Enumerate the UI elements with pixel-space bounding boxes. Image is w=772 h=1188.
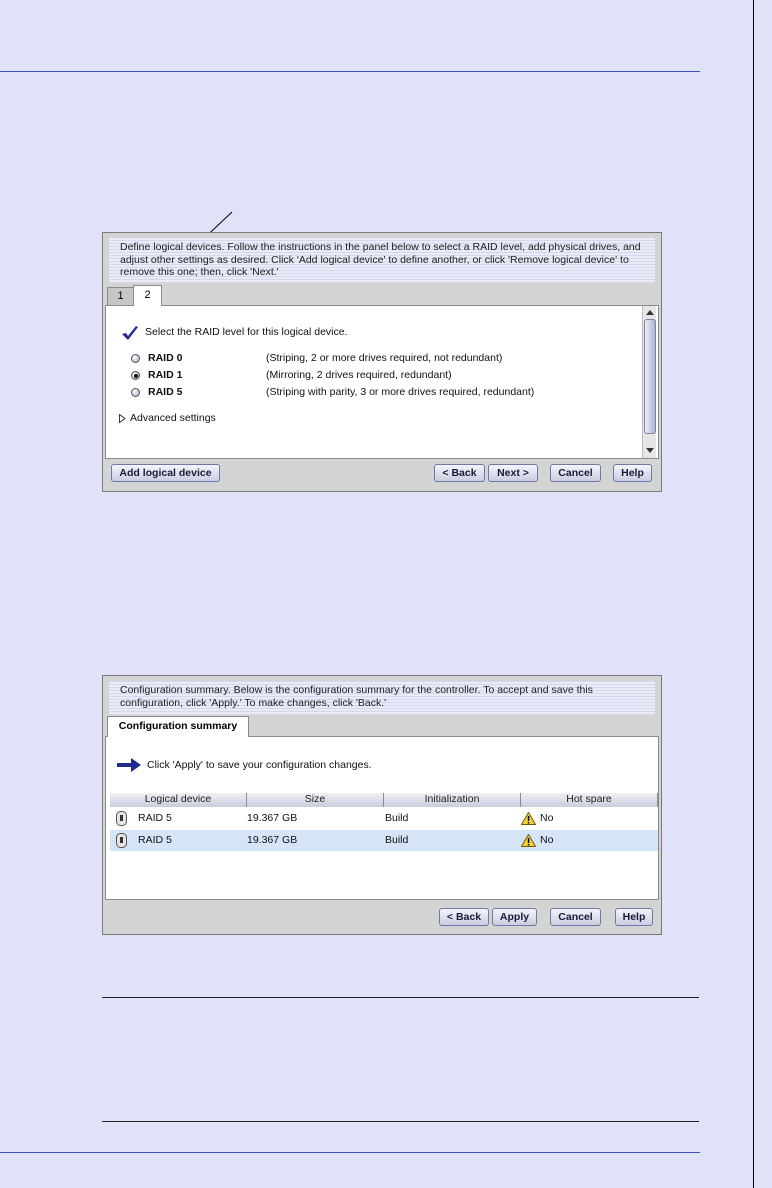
scroll-up-icon[interactable] [646,309,654,315]
apply-prompt: Click 'Apply' to save your configuration changes. [147,759,372,771]
tab-2[interactable] [133,285,162,306]
table-row[interactable] [110,808,658,829]
radio-raid-0[interactable] [131,354,140,363]
raid-0-label: RAID 0 [148,352,183,364]
advanced-settings-toggle[interactable]: Advanced settings [130,412,216,424]
warning-icon [521,834,536,847]
radio-raid-5[interactable] [131,388,140,397]
arrow-right-icon [116,757,142,773]
bottom-rule [0,1152,700,1153]
note-rule-bottom [102,1121,699,1122]
instructions-text: Configuration summary. Below is the configuration summary for the controller. To accept and save this configuration, click 'Apply.' To make changes, click 'Back.' [109,681,655,715]
triangle-right-icon[interactable] [119,414,126,423]
summary-table [110,793,658,853]
table-row[interactable] [110,830,658,851]
scroll-down-icon[interactable] [646,448,654,454]
back-button[interactable]: < Back [439,908,489,926]
raid-1-label: RAID 1 [148,369,183,381]
cell-device: RAID 5 [138,812,172,824]
column-header-logical-device[interactable]: Logical device [110,793,247,807]
cell-device: RAID 5 [138,834,172,846]
cell-hot-spare: No [540,834,554,846]
raid-1-description: (Mirroring, 2 drives required, redundant) [266,369,452,381]
radio-raid-1[interactable] [131,371,140,380]
back-button[interactable]: < Back [434,464,485,482]
logical-devices-panel [102,232,662,492]
tab-label: 2 [144,289,151,301]
top-rule [0,71,700,72]
tab-panel [105,737,659,900]
cell-size: 19.367 GB [247,834,298,846]
scrollbar[interactable] [642,306,656,458]
raid-5-description: (Striping with parity, 3 or more drives required, redundant) [266,386,535,398]
tab-label: 1 [117,290,124,302]
cell-initialization: Build [385,812,409,824]
tab-1[interactable] [107,287,134,305]
column-header-initialization[interactable]: Initialization [384,793,521,807]
column-header-hot-spare[interactable]: Hot spare [521,793,658,807]
tab-strip [105,285,659,306]
cancel-button[interactable]: Cancel [550,464,601,482]
next-button[interactable]: Next > [488,464,538,482]
cancel-button[interactable]: Cancel [550,908,601,926]
instructions-text: Define logical devices. Follow the instructions in the panel below to select a RAID level, add physical drives, and adjust other settings as desired. Click 'Add logical device' to define another, or click 'Remove logical device' to remove this one; then, click 'Next.' [109,238,655,283]
configuration-summary-panel [102,675,662,935]
drive-icon [116,811,127,826]
checkmark-icon [121,325,139,341]
help-button[interactable]: Help [615,908,653,926]
scroll-thumb[interactable] [644,319,656,434]
add-logical-device-button[interactable]: Add logical device [111,464,220,482]
cell-size: 19.367 GB [247,812,298,824]
cell-hot-spare: No [540,812,554,824]
raid-5-label: RAID 5 [148,386,183,398]
tab-panel [105,306,659,459]
note-rule-top [102,997,699,998]
page-edge-line [753,0,754,1188]
help-button[interactable]: Help [613,464,652,482]
raid-0-description: (Striping, 2 or more drives required, not redundant) [266,352,503,364]
drive-icon [116,833,127,848]
tab-configuration-summary[interactable] [107,716,249,737]
column-header-size[interactable]: Size [247,793,384,807]
tab-label: Configuration summary [118,720,238,732]
apply-button[interactable]: Apply [492,908,537,926]
warning-icon [521,812,536,825]
raid-prompt: Select the RAID level for this logical device. [145,326,348,338]
tab-strip [105,716,659,737]
cell-initialization: Build [385,834,409,846]
